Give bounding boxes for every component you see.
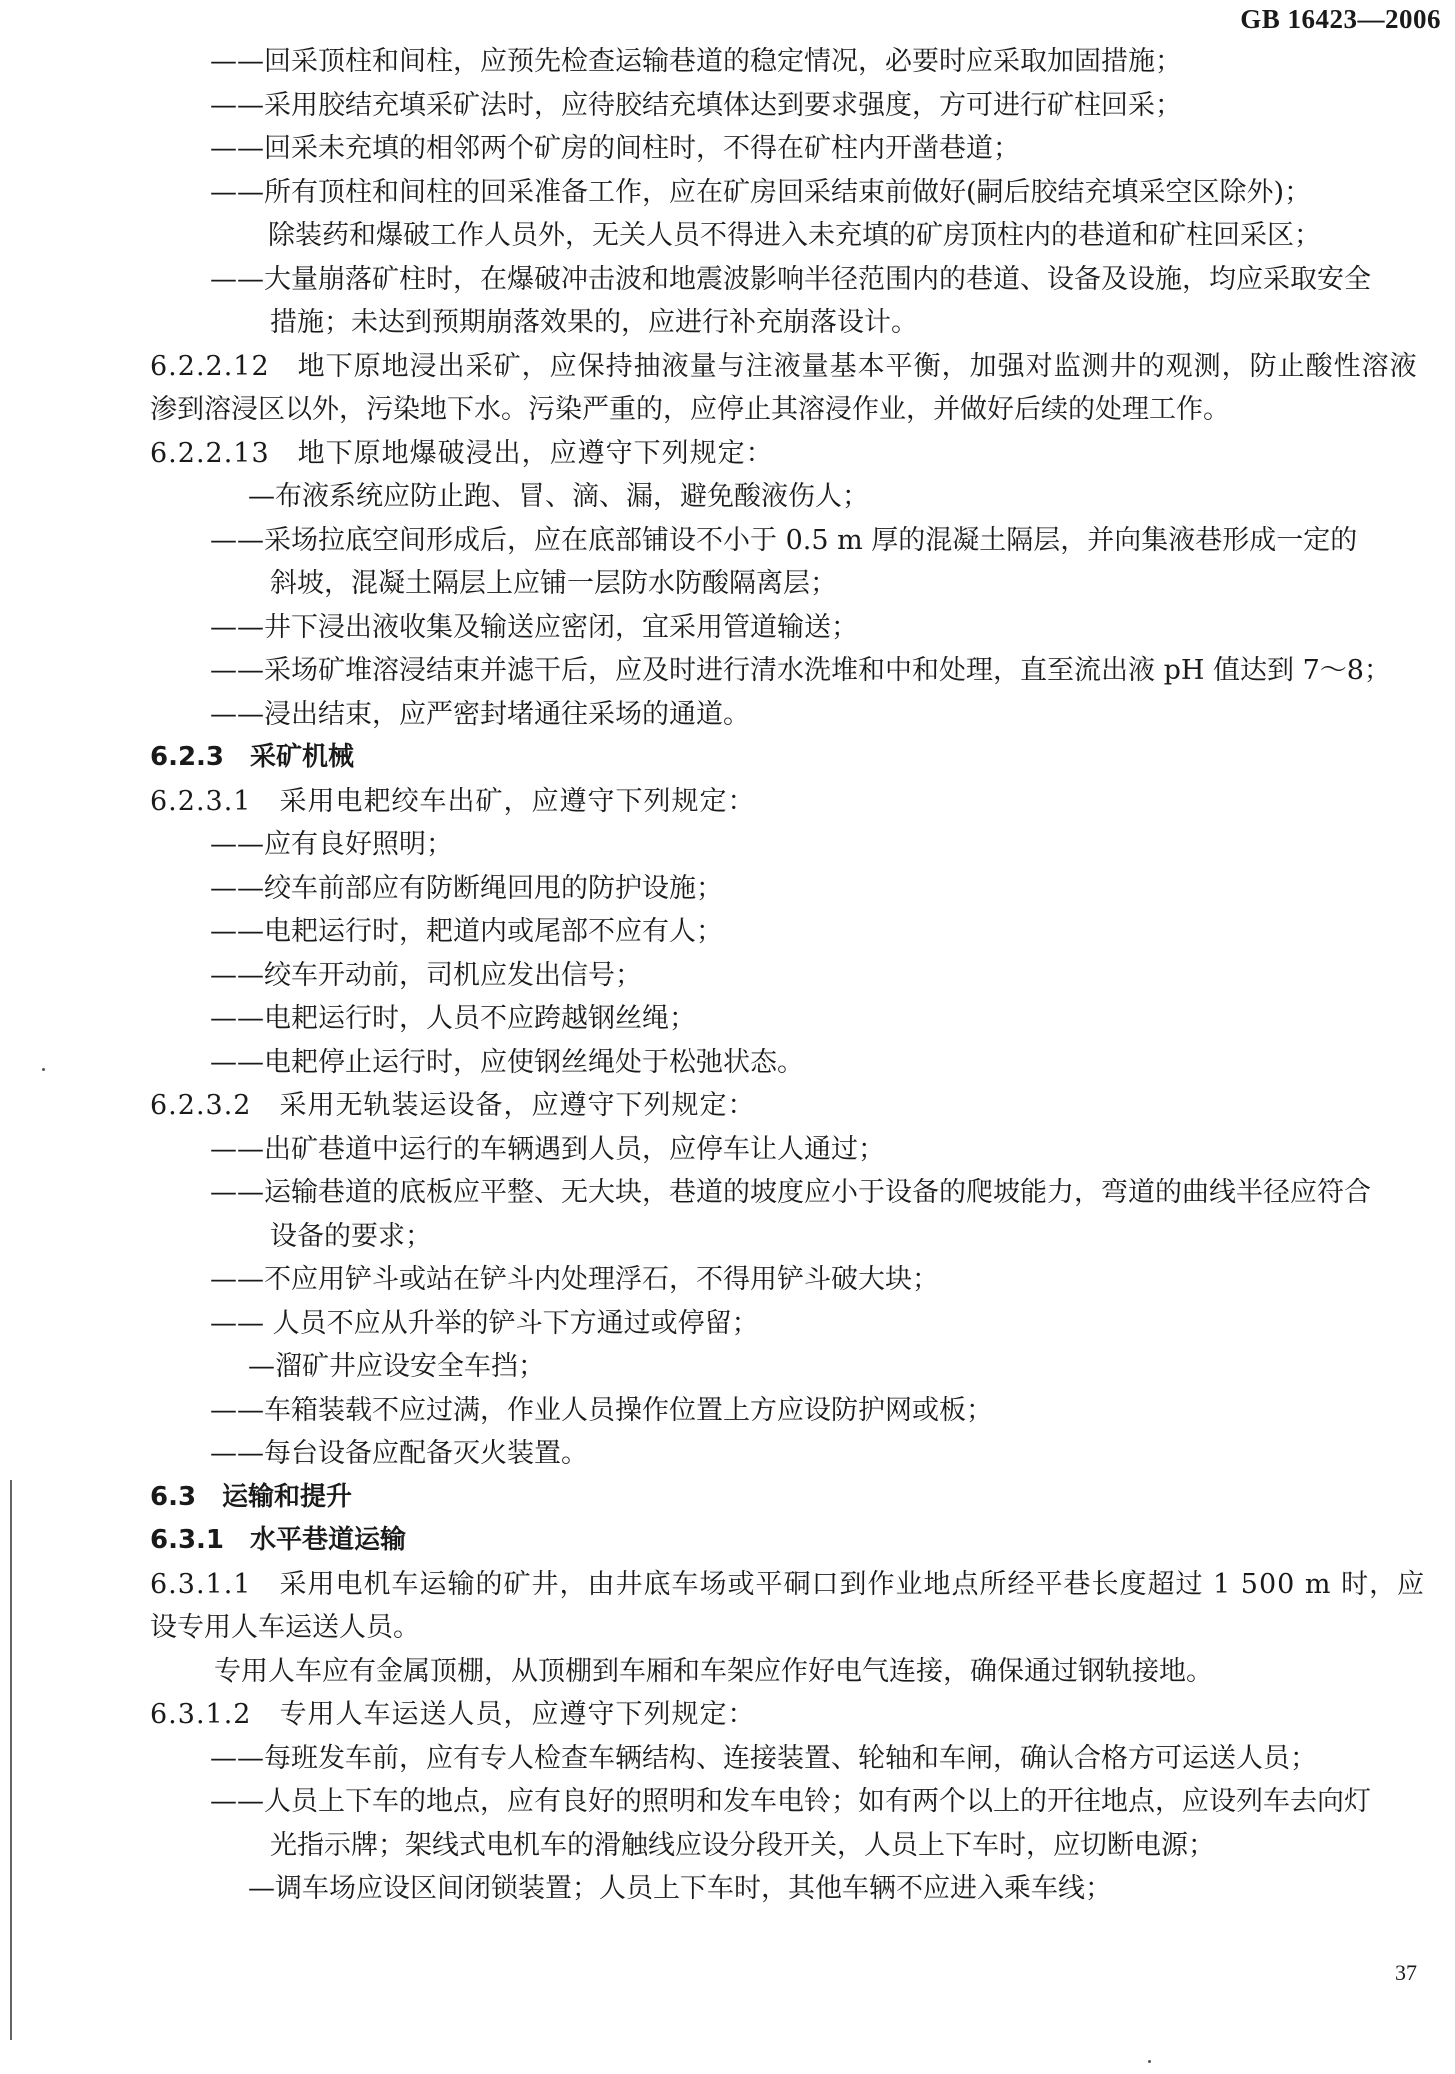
list-item: ——人员上下车的地点，应有良好的照明和发车电铃；如有两个以上的开往地点，应设列车去向灯: [210, 1786, 1371, 1817]
scan-margin-line: [10, 1480, 12, 2040]
list-item: —调车场应设区间闭锁装置；人员上下车时，其他车辆不应进入乘车线；: [248, 1873, 1112, 1904]
list-item: ——出矿巷道中运行的车辆遇到人员，应停车让人通过；: [210, 1133, 885, 1165]
list-item: ——运输巷道的底板应平整、无大块，巷道的坡度应小于设备的爬坡能力，弯道的曲线半径应符合: [210, 1177, 1371, 1208]
list-item: ——大量崩落矿柱时，在爆破冲击波和地震波影响半径范围内的巷道、设备及设施，均应采取安全: [210, 263, 1371, 295]
list-item-continuation: 设备的要求；: [270, 1220, 432, 1252]
list-item: ——电耙运行时，人员不应跨越钢丝绳；: [210, 1003, 696, 1034]
list-item: —布液系统应防止跑、冒、滴、漏，避免酸液伤人；: [248, 481, 869, 512]
list-item: ——电耙停止运行时，应使钢丝绳处于松弛状态。: [210, 1046, 804, 1078]
list-item: ——每台设备应配备灭火装置。: [210, 1438, 588, 1469]
list-item: ——绞车前部应有防断绳回甩的防护设施；: [210, 872, 723, 904]
scan-speck: [1148, 2060, 1151, 2063]
paragraph-continuation: 渗到溶浸区以外，污染地下水。污染严重的，应停止其溶浸作业，并做好后续的处理工作。: [150, 394, 1230, 425]
list-item: ——每班发车前，应有专人检查车辆结构、连接装置、轮轴和车闸，确认合格方可运送人员；: [210, 1742, 1317, 1774]
document-body: [150, 40, 1435, 1911]
list-item-continuation: 斜坡，混凝土隔层上应铺一层防水防酸隔离层；: [270, 568, 837, 599]
list-item: —— 人员不应从升举的铲斗下方通过或停留；: [210, 1307, 759, 1339]
clause-6-2-2-13: 6.2.2.13 地下原地爆破浸出，应遵守下列规定：: [150, 437, 774, 469]
list-item: ——浸出结束，应严密封堵通往采场的通道。: [210, 698, 750, 730]
list-item: ——回采未充填的相邻两个矿房的间柱时，不得在矿柱内开凿巷道；: [210, 133, 1020, 164]
clause-6-2-3-1: 6.2.3.1 采用电耙绞车出矿，应遵守下列规定：: [150, 785, 756, 817]
page-number: 37: [1395, 1960, 1417, 1985]
list-item: ——不应用铲斗或站在铲斗内处理浮石，不得用铲斗破大块；: [210, 1264, 939, 1295]
section-heading-6-3: 6.3 运输和提升: [150, 1481, 353, 1512]
clause-6-3-1-1: 6.3.1.1 采用电机车运输的矿井，由井底车场或平硐口到作业地点所经平巷长度超过 1 500 m 时，应: [150, 1568, 1426, 1600]
list-item: ——回采顶柱和间柱，应预先检查运输巷道的稳定情况，必要时应采取加固措施；: [210, 46, 1182, 77]
list-item: ——采用胶结充填采矿法时，应待胶结充填体达到要求强度，方可进行矿柱回采；: [210, 89, 1182, 121]
list-item: ——井下浸出液收集及输送应密闭，宜采用管道输送；: [210, 611, 858, 643]
standard-code-header: GB 16423—2006: [1240, 4, 1441, 34]
clause-6-3-1-2: 6.3.1.2 专用人车运送人员，应遵守下列规定：: [150, 1699, 756, 1730]
list-item: ——采场拉底空间形成后，应在底部铺设不小于 0.5 m 厚的混凝土隔层，并向集液巷形成一定的: [210, 524, 1358, 556]
list-item-continuation: 措施；未达到预期崩落效果的，应进行补充崩落设计。: [270, 307, 918, 338]
list-item: 除装药和爆破工作人员外，无关人员不得进入未充填的矿房顶柱内的巷道和矿柱回采区；: [268, 220, 1321, 251]
section-heading-6-3-1: 6.3.1 水平巷道运输: [150, 1525, 407, 1555]
scan-speck: [42, 1068, 45, 1071]
list-item: ——车箱装载不应过满，作业人员操作位置上方应设防护网或板；: [210, 1394, 993, 1426]
list-item-continuation: 光指示牌；架线式电机车的滑触线应设分段开关，人员上下车时，应切断电源；: [270, 1829, 1215, 1861]
list-item: —溜矿井应设安全车挡；: [248, 1351, 545, 1382]
list-item: ——绞车开动前，司机应发出信号；: [210, 959, 642, 991]
paragraph-continuation: 设专用人车运送人员。: [150, 1612, 420, 1643]
list-item: ——所有顶柱和间柱的回采准备工作，应在矿房回采结束前做好(嗣后胶结充填采空区除外)；: [210, 176, 1312, 208]
paragraph: 专用人车应有金属顶棚，从顶棚到车厢和车架应作好电气连接，确保通过钢轨接地。: [214, 1655, 1213, 1687]
list-item: ——应有良好照明；: [210, 829, 453, 860]
clause-6-2-3-2: 6.2.3.2 采用无轨装运设备，应遵守下列规定：: [150, 1090, 756, 1121]
list-item: ——电耙运行时，耙道内或尾部不应有人；: [210, 916, 723, 947]
list-item: ——采场矿堆溶浸结束并滤干后，应及时进行清水洗堆和中和处理，直至流出液 pH 值达到 7～8；: [210, 655, 1391, 686]
clause-6-2-2-12: 6.2.2.12 地下原地浸出采矿，应保持抽液量与注液量基本平衡，加强对监测井的观测，防止酸性溶液: [150, 350, 1418, 382]
section-heading-6-2-3: 6.2.3 采矿机械: [150, 742, 355, 772]
